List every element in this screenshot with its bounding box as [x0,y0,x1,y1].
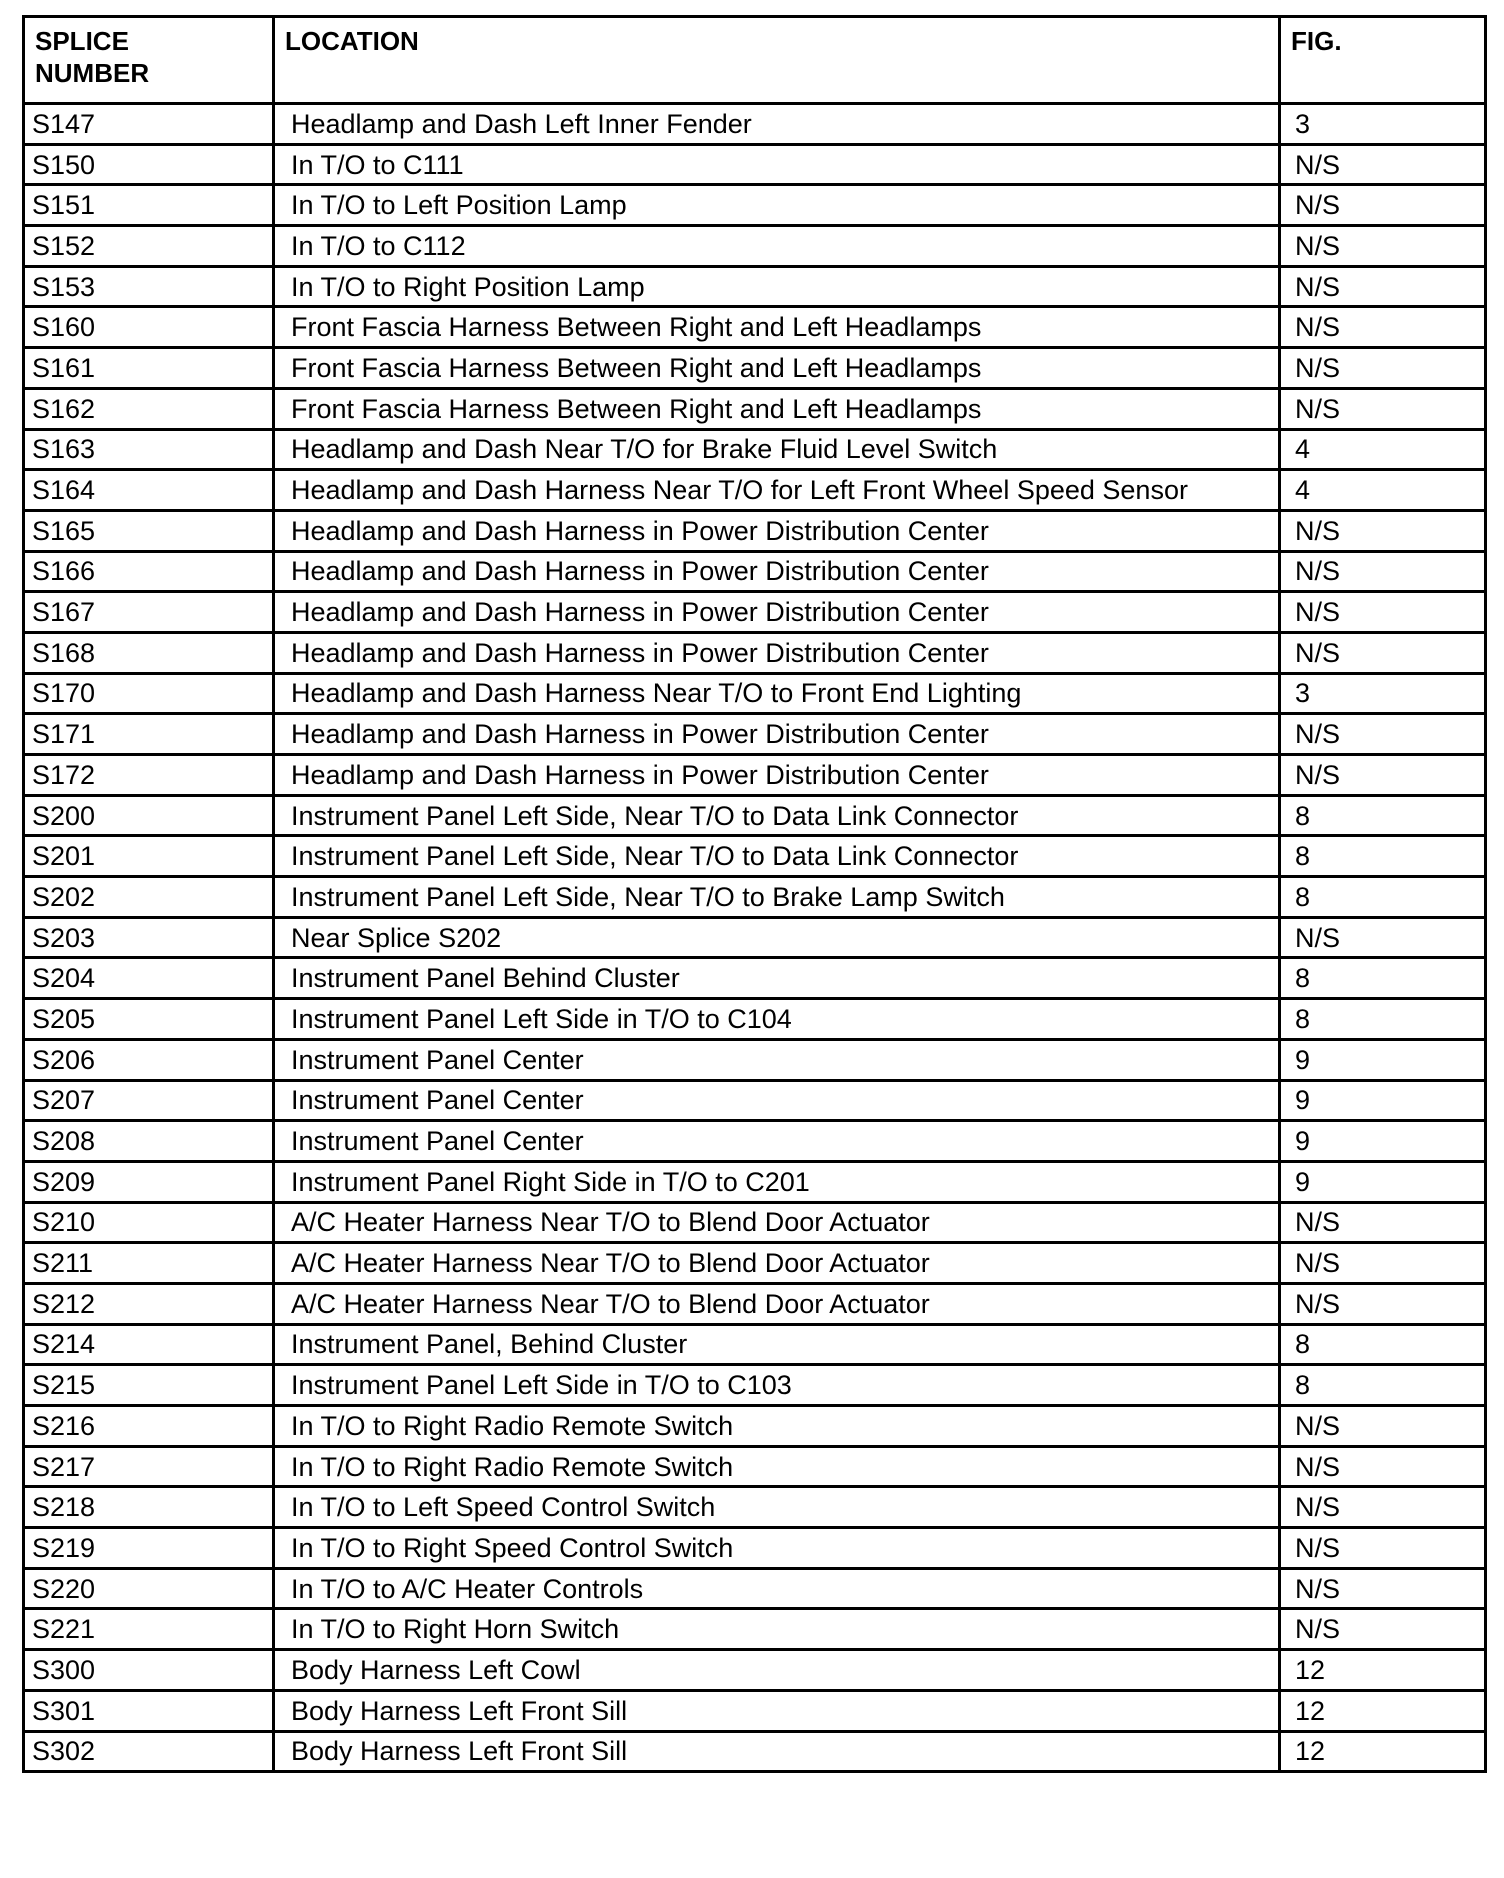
fig-cell: N/S [1280,1202,1486,1243]
header-fig: FIG. [1280,17,1486,104]
fig-cell: N/S [1280,185,1486,226]
location-cell: Front Fascia Harness Between Right and Left Headlamps [274,307,1280,348]
fig-cell: N/S [1280,755,1486,796]
splice-number-cell: S302 [24,1731,274,1772]
table-row [24,632,1486,673]
table-row [24,836,1486,877]
table-row [24,1650,1486,1691]
location-cell: Body Harness Left Front Sill [274,1731,1280,1772]
splice-number-cell: S218 [24,1487,274,1528]
table-row [24,673,1486,714]
header-splice-line1: SPLICE [35,26,129,56]
fig-cell: N/S [1280,144,1486,185]
fig-cell: N/S [1280,1446,1486,1487]
location-cell: In T/O to Right Position Lamp [274,266,1280,307]
splice-number-cell: S153 [24,266,274,307]
fig-cell: N/S [1280,1243,1486,1284]
fig-cell: 8 [1280,1324,1486,1365]
table-row [24,1161,1486,1202]
location-cell: Instrument Panel Center [274,1039,1280,1080]
splice-number-cell: S151 [24,185,274,226]
table-row [24,1202,1486,1243]
location-cell: In T/O to Right Radio Remote Switch [274,1406,1280,1447]
location-cell: Instrument Panel Left Side in T/O to C104 [274,999,1280,1040]
splice-number-cell: S202 [24,877,274,918]
header-splice-line2: NUMBER [35,58,150,88]
table-row [24,551,1486,592]
table-row [24,1365,1486,1406]
fig-cell: 3 [1280,104,1486,145]
fig-cell: 9 [1280,1080,1486,1121]
fig-cell: 8 [1280,795,1486,836]
table-row [24,877,1486,918]
table-row [24,592,1486,633]
fig-cell: 8 [1280,999,1486,1040]
table-row [24,714,1486,755]
location-cell: Body Harness Left Cowl [274,1650,1280,1691]
location-cell: In T/O to Left Speed Control Switch [274,1487,1280,1528]
table-row [24,429,1486,470]
location-cell: In T/O to Right Horn Switch [274,1609,1280,1650]
table-row [24,226,1486,267]
fig-cell: N/S [1280,592,1486,633]
fig-cell: N/S [1280,632,1486,673]
location-cell: Headlamp and Dash Harness Near T/O for Left Front Wheel Speed Sensor [274,470,1280,511]
fig-cell: 8 [1280,836,1486,877]
splice-number-cell: S205 [24,999,274,1040]
splice-number-cell: S217 [24,1446,274,1487]
fig-cell: N/S [1280,551,1486,592]
fig-cell: N/S [1280,1283,1486,1324]
location-cell: Headlamp and Dash Harness in Power Distribution Center [274,714,1280,755]
table-row [24,104,1486,145]
fig-cell: N/S [1280,1406,1486,1447]
location-cell: Headlamp and Dash Harness in Power Distribution Center [274,551,1280,592]
fig-cell: N/S [1280,388,1486,429]
location-cell: Instrument Panel Left Side, Near T/O to Data Link Connector [274,836,1280,877]
splice-number-cell: S216 [24,1406,274,1447]
table-row [24,470,1486,511]
fig-cell: N/S [1280,266,1486,307]
table-row [24,1568,1486,1609]
fig-cell: 12 [1280,1731,1486,1772]
splice-number-cell: S300 [24,1650,274,1691]
fig-cell: N/S [1280,307,1486,348]
table-row [24,1283,1486,1324]
fig-cell: 8 [1280,877,1486,918]
fig-cell: 8 [1280,1365,1486,1406]
table-row [24,917,1486,958]
header-splice-number [24,17,274,104]
splice-number-cell: S168 [24,632,274,673]
splice-number-cell: S209 [24,1161,274,1202]
location-cell: Headlamp and Dash Near T/O for Brake Fluid Level Switch [274,429,1280,470]
fig-cell: N/S [1280,226,1486,267]
splice-number-cell: S162 [24,388,274,429]
location-cell: In T/O to Right Radio Remote Switch [274,1446,1280,1487]
table-row [24,307,1486,348]
table-row [24,388,1486,429]
splice-number-cell: S207 [24,1080,274,1121]
splice-number-cell: S152 [24,226,274,267]
splice-number-cell: S203 [24,917,274,958]
location-cell: Instrument Panel Left Side in T/O to C103 [274,1365,1280,1406]
location-cell: A/C Heater Harness Near T/O to Blend Door Actuator [274,1243,1280,1284]
fig-cell: N/S [1280,917,1486,958]
splice-number-cell: S208 [24,1121,274,1162]
location-cell: Near Splice S202 [274,917,1280,958]
fig-cell: 9 [1280,1161,1486,1202]
splice-number-cell: S163 [24,429,274,470]
location-cell: Headlamp and Dash Harness in Power Distribution Center [274,592,1280,633]
location-cell: Instrument Panel Left Side, Near T/O to Data Link Connector [274,795,1280,836]
location-cell: Headlamp and Dash Harness in Power Distribution Center [274,755,1280,796]
table-row [24,1609,1486,1650]
fig-cell: N/S [1280,1528,1486,1569]
splice-number-cell: S214 [24,1324,274,1365]
location-cell: Body Harness Left Front Sill [274,1690,1280,1731]
fig-cell: 12 [1280,1690,1486,1731]
table-row [24,1039,1486,1080]
table-row [24,348,1486,389]
location-cell: Instrument Panel Behind Cluster [274,958,1280,999]
fig-cell: N/S [1280,714,1486,755]
fig-cell: 4 [1280,429,1486,470]
header-row [24,17,1486,104]
table-row [24,1731,1486,1772]
location-cell: In T/O to A/C Heater Controls [274,1568,1280,1609]
location-cell: A/C Heater Harness Near T/O to Blend Door Actuator [274,1202,1280,1243]
splice-number-cell: S150 [24,144,274,185]
location-cell: Instrument Panel, Behind Cluster [274,1324,1280,1365]
fig-cell: 4 [1280,470,1486,511]
location-cell: In T/O to C112 [274,226,1280,267]
splice-number-cell: S161 [24,348,274,389]
table-row [24,1121,1486,1162]
table-row [24,266,1486,307]
table-row [24,1487,1486,1528]
table-row [24,795,1486,836]
table-row [24,1528,1486,1569]
splice-number-cell: S210 [24,1202,274,1243]
location-cell: Instrument Panel Center [274,1121,1280,1162]
location-cell: In T/O to Left Position Lamp [274,185,1280,226]
splice-number-cell: S167 [24,592,274,633]
splice-number-cell: S170 [24,673,274,714]
header-location: LOCATION [274,17,1280,104]
fig-cell: N/S [1280,1568,1486,1609]
table-row [24,1446,1486,1487]
location-cell: Instrument Panel Center [274,1080,1280,1121]
splice-number-cell: S204 [24,958,274,999]
splice-number-cell: S166 [24,551,274,592]
table-row [24,1080,1486,1121]
splice-number-cell: S221 [24,1609,274,1650]
splice-number-cell: S211 [24,1243,274,1284]
splice-number-cell: S171 [24,714,274,755]
table-row [24,755,1486,796]
fig-cell: 3 [1280,673,1486,714]
splice-location-table [22,15,1487,1773]
fig-cell: 8 [1280,958,1486,999]
table-row [24,958,1486,999]
location-cell: Instrument Panel Left Side, Near T/O to Brake Lamp Switch [274,877,1280,918]
table-row [24,144,1486,185]
table-row [24,185,1486,226]
splice-number-cell: S220 [24,1568,274,1609]
table-header [24,17,1486,104]
splice-number-cell: S147 [24,104,274,145]
fig-cell: N/S [1280,510,1486,551]
splice-number-cell: S160 [24,307,274,348]
location-cell: Instrument Panel Right Side in T/O to C201 [274,1161,1280,1202]
splice-number-cell: S301 [24,1690,274,1731]
table-row [24,1690,1486,1731]
splice-number-cell: S215 [24,1365,274,1406]
location-cell: In T/O to Right Speed Control Switch [274,1528,1280,1569]
location-cell: Headlamp and Dash Harness in Power Distribution Center [274,510,1280,551]
splice-number-cell: S200 [24,795,274,836]
fig-cell: N/S [1280,1609,1486,1650]
fig-cell: N/S [1280,348,1486,389]
table-row [24,1243,1486,1284]
location-cell: In T/O to C111 [274,144,1280,185]
location-cell: Headlamp and Dash Left Inner Fender [274,104,1280,145]
location-cell: Headlamp and Dash Harness Near T/O to Front End Lighting [274,673,1280,714]
location-cell: A/C Heater Harness Near T/O to Blend Door Actuator [274,1283,1280,1324]
table-row [24,999,1486,1040]
location-cell: Front Fascia Harness Between Right and Left Headlamps [274,388,1280,429]
location-cell: Front Fascia Harness Between Right and Left Headlamps [274,348,1280,389]
fig-cell: N/S [1280,1487,1486,1528]
splice-number-cell: S201 [24,836,274,877]
fig-cell: 9 [1280,1121,1486,1162]
splice-number-cell: S165 [24,510,274,551]
fig-cell: 12 [1280,1650,1486,1691]
table-row [24,1406,1486,1447]
splice-number-cell: S219 [24,1528,274,1569]
table-row [24,510,1486,551]
location-cell: Headlamp and Dash Harness in Power Distribution Center [274,632,1280,673]
fig-cell: 9 [1280,1039,1486,1080]
splice-number-cell: S206 [24,1039,274,1080]
splice-number-cell: S212 [24,1283,274,1324]
table-row [24,1324,1486,1365]
table-body [24,104,1486,1772]
splice-number-cell: S172 [24,755,274,796]
splice-number-cell: S164 [24,470,274,511]
